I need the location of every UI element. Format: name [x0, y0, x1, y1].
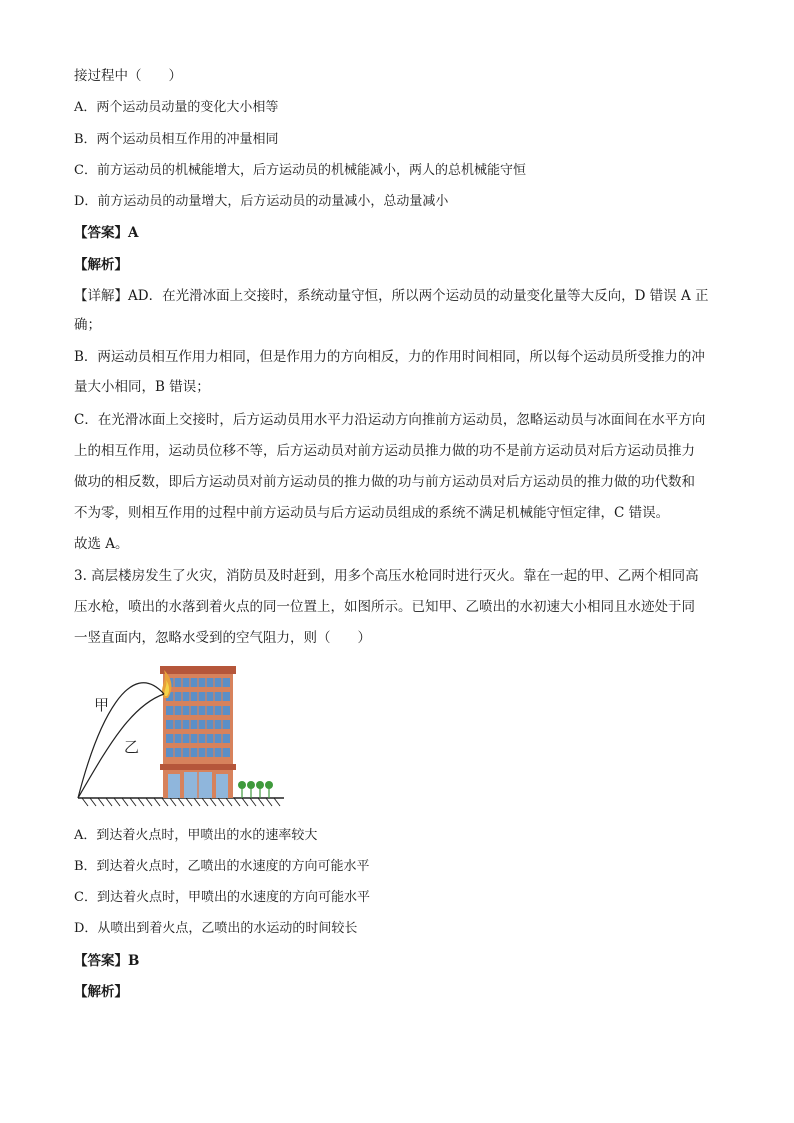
q2-explanation-line: 确； — [74, 317, 101, 333]
q2-option-c: C．前方运动员的机械能增大，后方运动员的机械能减小，两人的总机械能守恒 — [74, 163, 526, 178]
q3-option-a: A．到达着火点时，甲喷出的水的速率较大 — [74, 828, 318, 843]
q3-stem-line: 一竖直面内，忽略水受到的空气阻力，则（ ） — [74, 630, 371, 646]
q2-explanation-line: 【详解】AD．在光滑冰面上交接时，系统动量守恒，所以两个运动员的动量变化量等大反向，D 错误 A 正 — [74, 288, 709, 304]
q2-explanation-line: 上的相互作用，运动员位移不等，后方运动员对前方运动员推力做的功不是前方运动员对后方运动员推力 — [74, 443, 695, 459]
label-yi: 乙 — [124, 738, 140, 756]
q3-analysis-label: 【解析】 — [74, 984, 128, 1000]
q2-explanation-line: 做功的相反数，即后方运动员对前方运动员的推力做的功与前方运动员对后方运动员的推力做的功代数和 — [74, 474, 695, 490]
q3-option-b: B．到达着火点时，乙喷出的水速度的方向可能水平 — [74, 859, 370, 874]
q2-option-d: D．前方运动员的动量增大，后方运动员的动量减小，总动量减小 — [74, 194, 449, 209]
trees — [238, 781, 273, 798]
label-jia: 甲 — [94, 696, 110, 714]
q3-answer: 【答案】B — [74, 953, 140, 969]
water-jet-diagram — [72, 660, 292, 810]
q3-figure — [72, 660, 292, 810]
q2-explanation-line: 量大小相同，B 错误； — [74, 379, 210, 395]
q3-stem-line: 3. 高层楼房发生了火灾，消防员及时赶到，用多个高压水枪同时进行灭火。靠在一起的甲、乙两个相同高 — [74, 568, 699, 584]
q2-answer: 【答案】A — [74, 225, 139, 241]
q2-analysis-label: 【解析】 — [74, 257, 128, 273]
q3-option-d: D．从喷出到着火点，乙喷出的水运动的时间较长 — [74, 921, 358, 936]
trajectory-yi — [78, 694, 164, 798]
q2-explanation-line: 不为零，则相互作用的过程中前方运动员与后方运动员组成的系统不满足机械能守恒定律，C 错误。 — [74, 505, 670, 521]
q2-explanation-line: 故选 A。 — [74, 536, 129, 552]
q2-stem-tail: 接过程中（ ） — [74, 68, 182, 84]
q2-option-a: A．两个运动员动量的变化大小相等 — [74, 100, 279, 115]
q2-explanation-line: B．两运动员相互作用力相同，但是作用力的方向相反，力的作用时间相同，所以每个运动员所受推力的冲 — [74, 349, 705, 365]
q3-option-c: C．到达着火点时，甲喷出的水速度的方向可能水平 — [74, 890, 370, 905]
q2-explanation-line: C．在光滑冰面上交接时，后方运动员用水平力沿运动方向推前方运动员，忽略运动员与冰面间在水平方向 — [74, 412, 706, 428]
ground-hatching — [82, 798, 280, 806]
q3-stem-line: 压水枪，喷出的水落到着火点的同一位置上，如图所示。已知甲、乙喷出的水初速大小相同且水迹处于同 — [74, 599, 695, 615]
q2-option-b: B．两个运动员相互作用的冲量相同 — [74, 132, 279, 147]
